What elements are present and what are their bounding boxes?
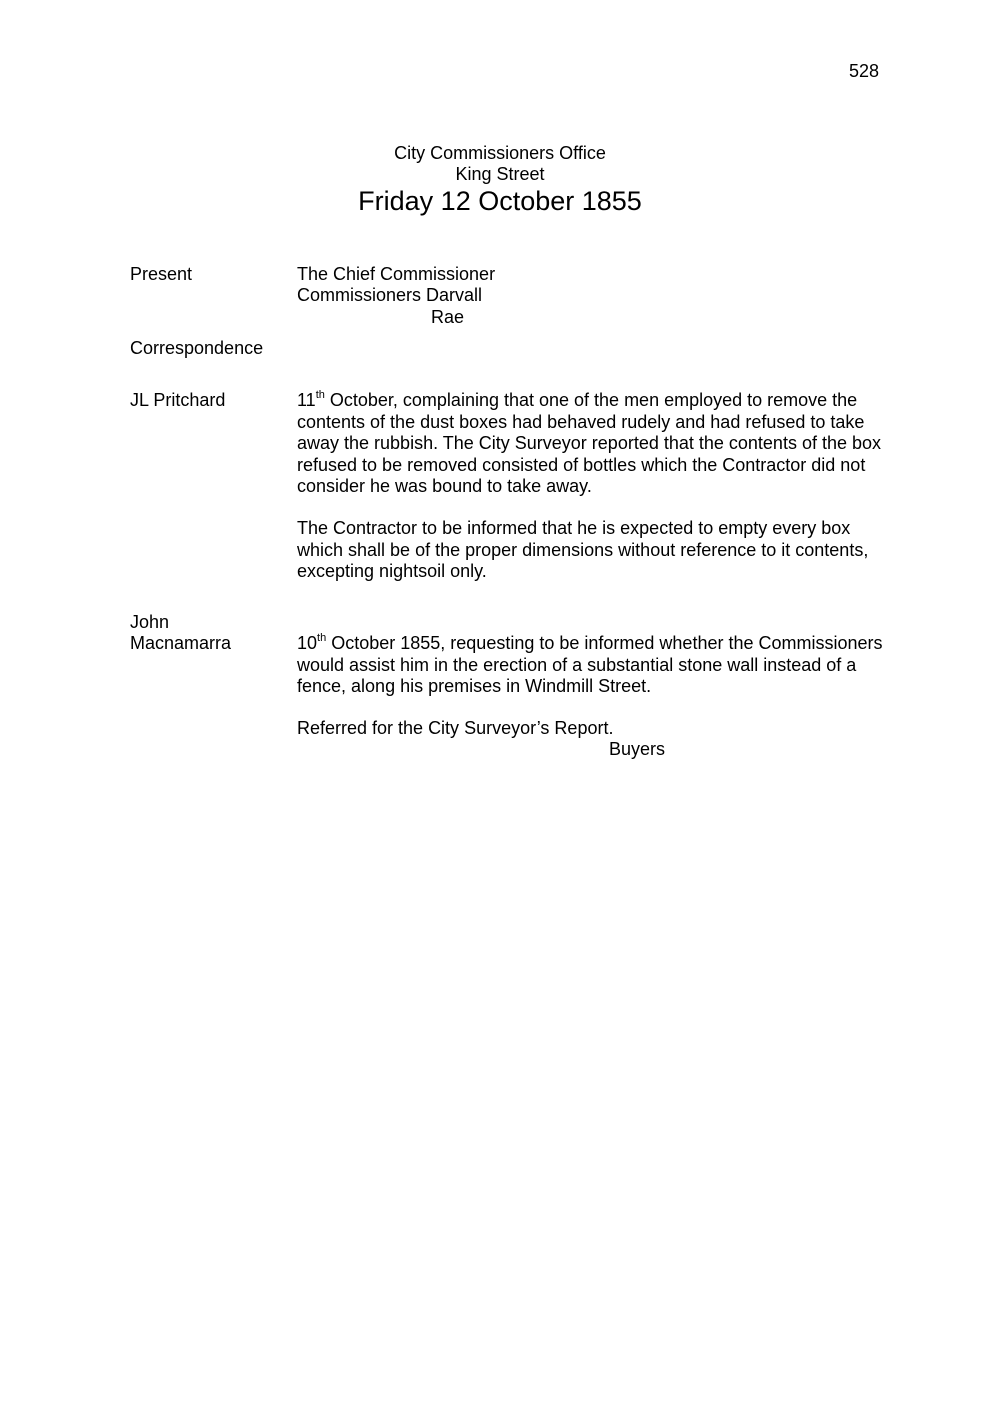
entry-1-line-2: contents of the dust boxes had behaved rudely and had refused to take: [297, 411, 865, 432]
entry-1-line-3: away the rubbish. The City Surveyor reported that the contents of the box: [297, 433, 881, 453]
entry-2-resolution: [297, 718, 909, 740]
signature-buyers: Buyers: [609, 739, 666, 759]
page-number: 528: [848, 61, 879, 81]
entry-1-resolution-line-1: The Contractor to be informed that he is expected to empty every box: [297, 518, 851, 538]
entry-1-body: [297, 390, 909, 498]
present-line-1: The Chief Commissioner: [297, 264, 496, 284]
present-line-2: Commissioners Darvall: [297, 285, 483, 305]
entry-1-line-4: refused to be removed consisted of bottles which the Contractor did not: [297, 454, 866, 475]
entry-1-ordinal-suffix: th: [315, 389, 325, 401]
entry-1-name: JL Pritchard: [130, 390, 226, 410]
entry-2-ordinal-suffix: th: [317, 632, 327, 644]
present-label: Present: [130, 264, 193, 284]
entry-2-name-line-1: John: [130, 612, 170, 632]
present-line-3: Rae: [431, 307, 465, 327]
entry-1-line-5: consider he was bound to take away.: [297, 476, 592, 496]
entry-1-resolution: [297, 518, 909, 583]
correspondence-label: Correspondence: [130, 338, 264, 358]
entry-2-body: [297, 633, 909, 698]
entry-2-line-1: [297, 633, 909, 655]
entry-2-line-1-text: October 1855, requesting to be informed whether the Commissioners: [326, 633, 883, 653]
entry-2-line-2: would assist him in the erection of a substantial stone wall instead of a: [297, 654, 857, 675]
entry-1-resolution-line-2: which shall be of the proper dimensions without reference to it contents,: [297, 539, 869, 560]
entry-2-name-line-2: Macnamarra: [130, 633, 232, 653]
meeting-date-title: Friday 12 October 1855: [358, 186, 642, 216]
entry-1-ordinal-number: 11: [297, 390, 316, 410]
entry-1-resolution-line-3: excepting nightsoil only.: [297, 561, 487, 581]
header-office: City Commissioners Office: [394, 143, 606, 163]
header-street: King Street: [455, 164, 545, 184]
entry-2-resolution-line-1: Referred for the City Surveyor’s Report.: [297, 718, 614, 738]
entry-1-line-1-text: October, complaining that one of the men employed to remove the: [324, 390, 858, 410]
entry-2-line-3: fence, along his premises in Windmill Street.: [297, 676, 652, 696]
entry-1-line-1: [297, 390, 909, 412]
entry-2-ordinal-number: 10: [297, 633, 318, 653]
